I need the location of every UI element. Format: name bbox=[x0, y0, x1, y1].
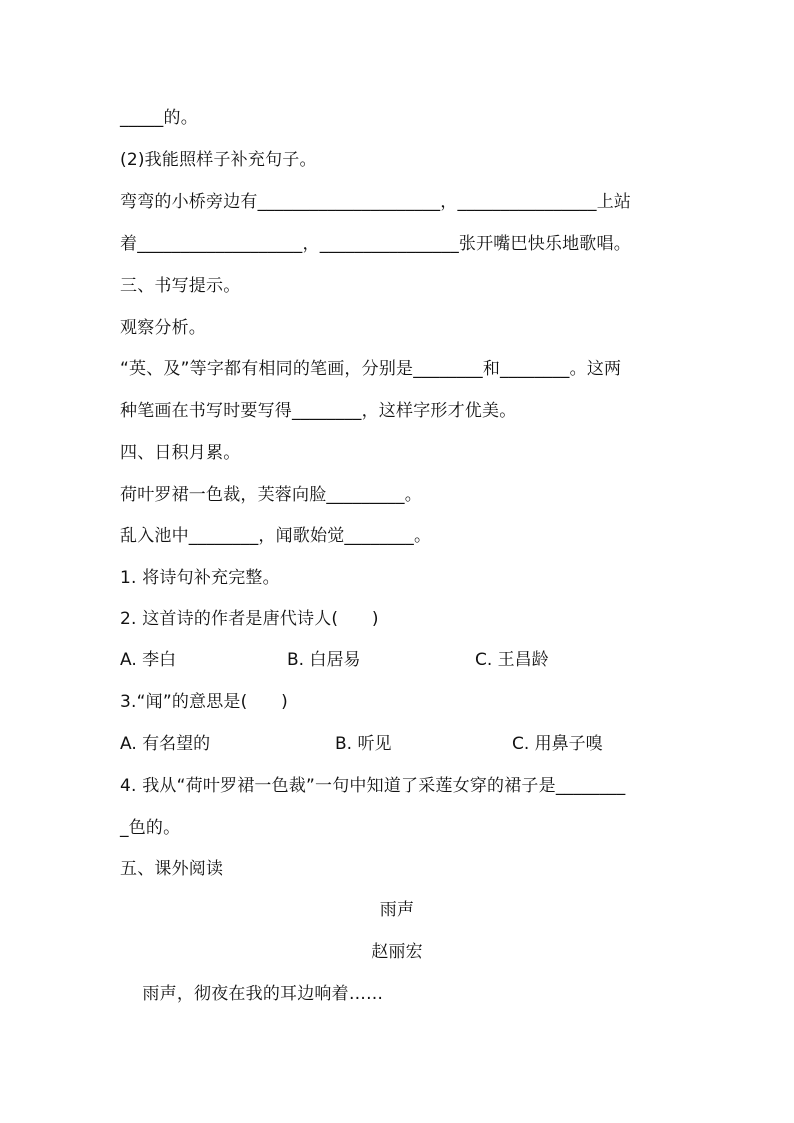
q3-option-a: A. 有名望的 bbox=[120, 734, 211, 754]
text-line: “英、及”等字都有相同的笔画，分别是________和________。这两 bbox=[120, 359, 622, 379]
reading-first-line: 雨声，彻夜在我的耳边响着…… bbox=[120, 984, 384, 1004]
q2-option-c: C. 王昌龄 bbox=[475, 650, 549, 670]
text-line: _色的。 bbox=[120, 818, 181, 838]
section-4-heading: 四、日积月累。 bbox=[120, 443, 241, 463]
question-1: 1. 将诗句补充完整。 bbox=[120, 568, 280, 588]
q2-option-b: B. 白居易 bbox=[287, 650, 361, 670]
section-3-heading: 三、书写提示。 bbox=[120, 276, 241, 296]
question-3: 3.“闻”的意思是( ) bbox=[120, 692, 288, 712]
reading-title: 雨声 bbox=[379, 900, 415, 920]
question-2: 2. 这首诗的作者是唐代诗人( ) bbox=[120, 609, 379, 629]
text-line: _____的。 bbox=[120, 108, 198, 128]
text-line: 种笔画在书写时要写得________，这样字形才优美。 bbox=[120, 401, 517, 421]
poem-line-1: 荷叶罗裙一色裁，芙蓉向脸_________。 bbox=[120, 485, 422, 505]
q2-option-a: A. 李白 bbox=[120, 650, 177, 670]
question-2-prompt: (2)我能照样子补充句子。 bbox=[120, 150, 317, 170]
poem-line-2: 乱入池中________，闻歌始觉________。 bbox=[120, 526, 432, 546]
section-5-heading: 五、课外阅读 bbox=[120, 859, 224, 879]
reading-author: 赵丽宏 bbox=[371, 942, 423, 962]
sentence-fill-line-2: 着___________________，________________张开嘴巴快乐地歌唱。 bbox=[120, 234, 631, 254]
q3-option-c: C. 用鼻子嗅 bbox=[512, 734, 603, 754]
sentence-fill-line-1: 弯弯的小桥旁边有_____________________，________________上站 bbox=[120, 192, 632, 212]
question-4: 4. 我从“荷叶罗裙一色裁”一句中知道了采莲女穿的裙子是________ bbox=[120, 776, 626, 796]
text-line: 观察分析。 bbox=[120, 318, 206, 338]
q3-option-b: B. 听见 bbox=[335, 734, 392, 754]
